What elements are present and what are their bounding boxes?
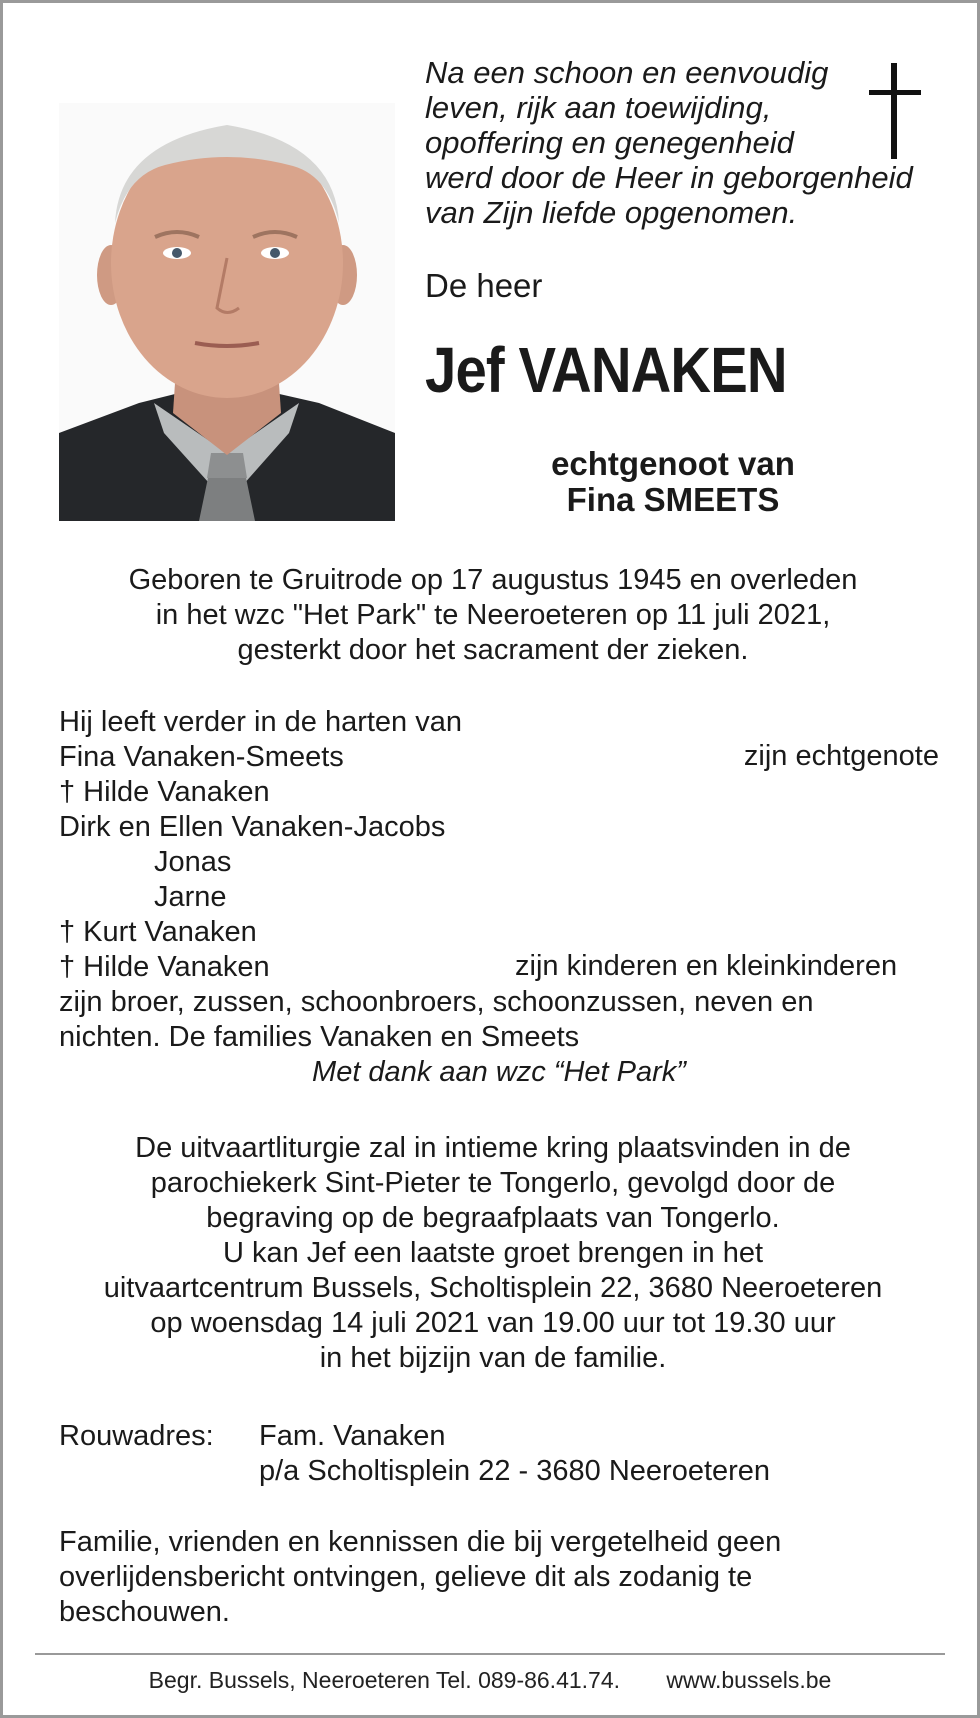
text-line: op woensdag 14 juli 2021 van 19.00 uur tot 19.30 uur — [150, 1307, 836, 1339]
footer-divider — [35, 1653, 945, 1655]
survivor-child: Dirk en Ellen Vanaken-Jacobs — [59, 811, 446, 843]
spouse-block — [503, 446, 843, 518]
family-line: zijn broer, zussen, schoonbroers, schoonzussen, neven en — [59, 986, 814, 1018]
text-line: U kan Jef een laatste groet brengen in het — [222, 1237, 764, 1269]
thanks-line: Met dank aan wzc “Het Park” — [312, 1056, 686, 1088]
footer — [3, 1667, 977, 1694]
address-label: Rouwadres: — [59, 1420, 214, 1452]
cross-icon — [865, 63, 925, 163]
notice — [59, 1525, 939, 1630]
survivor-wife: Fina Vanaken-Smeets — [59, 741, 344, 773]
poem-line: leven, rijk aan toewijding, — [425, 90, 772, 125]
survivors-intro: Hij leeft verder in de harten van — [59, 706, 462, 738]
text-line: Geboren te Gruitrode op 17 augustus 1945 en overleden — [128, 564, 858, 596]
survivor-child: † Hilde Vanaken — [59, 776, 270, 808]
poem — [425, 55, 935, 230]
text-line: gesterkt door het sacrament der zieken. — [237, 634, 749, 666]
text-line: in het wzc "Het Park" te Neeroeteren op 11 juli 2021, — [155, 599, 831, 631]
address-line: Fam. Vanaken — [259, 1420, 446, 1452]
text-line: overlijdensbericht ontvingen, gelieve dit als zodanig te — [59, 1561, 753, 1593]
spouse-label: echtgenoot van — [551, 445, 795, 482]
text-line: De uitvaartliturgie zal in intieme kring plaatsvinden in de — [135, 1132, 851, 1164]
honorific: De heer — [425, 267, 543, 304]
spouse-name: Fina SMEETS — [566, 481, 780, 518]
text-line: begraving op de begraafplaats van Tongerlo. — [206, 1202, 780, 1234]
portrait-illustration — [59, 103, 395, 521]
portrait-photo — [59, 103, 395, 521]
text-line: parochiekerk Sint-Pieter te Tongerlo, gevolgd door de — [150, 1167, 836, 1199]
survivor-child: † Kurt Vanaken — [59, 916, 257, 948]
birth-death — [43, 563, 943, 668]
footer-company: Begr. Bussels, Neeroeteren Tel. 089-86.41.74. — [148, 1667, 621, 1693]
wife-role: zijn echtgenote — [743, 740, 939, 772]
children-role: zijn kinderen en kleinkinderen — [515, 950, 898, 982]
poem-line: werd door de Heer in geborgenheid — [425, 160, 913, 195]
survivor-child: † Hilde Vanaken — [59, 951, 270, 983]
survivors — [59, 705, 939, 1090]
poem-line: van Zijn liefde opgenomen. — [425, 195, 798, 230]
text-line: Familie, vrienden en kennissen die bij vergetelheid geen — [59, 1526, 782, 1558]
address-line: p/a Scholtisplein 22 - 3680 Neeroeteren — [259, 1455, 771, 1487]
deceased-name: Jef VANAKEN — [425, 334, 787, 406]
funeral-details — [43, 1131, 943, 1376]
survivor-grandchild: Jonas — [154, 846, 232, 878]
poem-line: opoffering en genegenheid — [425, 125, 794, 160]
survivor-grandchild: Jarne — [154, 881, 227, 913]
poem-line: Na een schoon en eenvoudig — [425, 55, 829, 90]
text-line: uitvaartcentrum Bussels, Scholtisplein 22, 3680 Neeroeteren — [103, 1272, 883, 1304]
text-line: in het bijzijn van de familie. — [319, 1342, 667, 1374]
footer-website[interactable]: www.bussels.be — [666, 1667, 832, 1693]
family-line: nichten. De families Vanaken en Smeets — [59, 1021, 580, 1053]
text-line: beschouwen. — [59, 1596, 230, 1628]
